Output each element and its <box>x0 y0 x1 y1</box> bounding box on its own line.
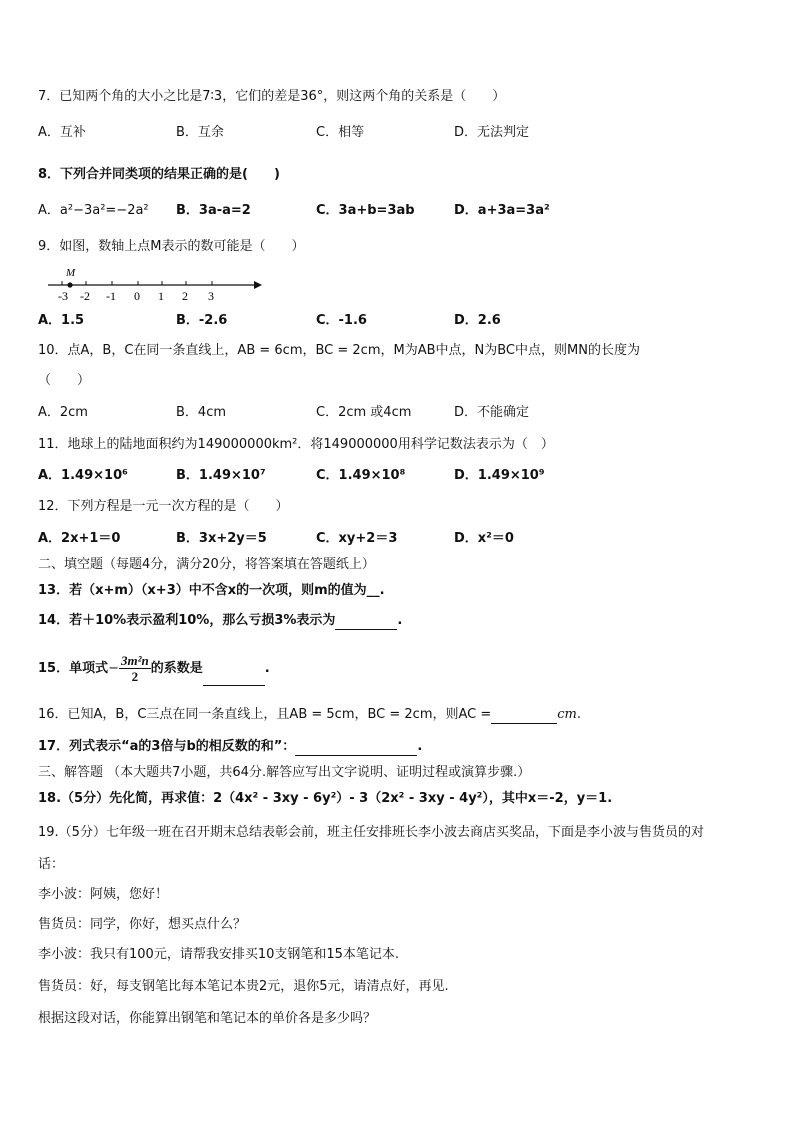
tick-label: 1 <box>158 289 164 303</box>
q15-sign: − <box>108 661 119 676</box>
tick-label: -3 <box>58 289 68 303</box>
q19-dialog-line: 售货员：同学，你好，想买点什么？ <box>38 917 247 932</box>
q10-stem: 10．点A，B，C在同一条直线上，AB = 6cm，BC = 2cm，M为AB中点，N为BC中点，则MN的长度为 <box>38 343 640 358</box>
q9-option-a: A．1.5 <box>38 313 85 328</box>
q14-text: 14．若＋10%表示盈利10%，那么亏损3%表示为 <box>38 613 336 628</box>
point-m-label: M <box>66 267 76 279</box>
tick-label: -2 <box>80 289 90 303</box>
q15-denominator: 2 <box>131 669 139 684</box>
q16-answer-blank <box>491 709 557 724</box>
point-m-dot <box>67 282 72 287</box>
q15-pre: 15．单项式 <box>38 661 109 676</box>
q12-option-a: A．2x+1＝0 <box>38 531 121 546</box>
q18-text: 18.（5分）先化简，再求值：2（4x² - 3xy - 6y²）- 3（2x² - 3xy - 4y²），其中x＝-2，y＝1. <box>38 791 613 806</box>
q10-option-b: B．4cm <box>176 405 227 420</box>
q8-stem: 8．下列合并同类项的结果正确的是( ) <box>38 167 280 182</box>
q11-option-d: D．1.49×10⁹ <box>454 468 545 483</box>
q10-stem-cont: （ ） <box>38 373 91 388</box>
tick-labels <box>58 289 214 303</box>
q17-end: . <box>417 739 423 754</box>
q7-option-c: C．相等 <box>316 125 365 140</box>
q15-post: 的系数是 <box>150 661 203 676</box>
q7-option-b: B．互余 <box>176 125 224 140</box>
q8-option-a: A．a²−3a²=−2a² <box>38 203 149 218</box>
q11-option-c: C．1.49×10⁸ <box>316 468 406 483</box>
q14-line <box>38 612 402 630</box>
q10-option-d: D．不能确定 <box>454 405 530 420</box>
q17-answer-blank <box>295 741 417 756</box>
q19-question: 根据这段对话，你能算出钢笔和笔记本的单价各是多少吗？ <box>38 1011 377 1026</box>
q19-dialog-line: 李小波：阿姨，您好！ <box>38 887 169 902</box>
q11-stem: 11．地球上的陆地面积约为149000000km²．将149000000用科学记数法表示为（ ） <box>38 437 554 452</box>
q10-option-a: A．2cm <box>38 405 88 420</box>
q7-option-d: D．无法判定 <box>454 125 530 140</box>
q14-end: . <box>397 613 403 628</box>
q17-text: 17．列式表示“a的3倍与b的相反数的和”： <box>38 739 296 754</box>
q11-option-b: B．1.49×10⁷ <box>176 468 266 483</box>
q19-stem-cont: 话： <box>38 857 65 872</box>
q9-option-b: B．-2.6 <box>176 313 228 328</box>
q8-option-c: C．3a+b=3ab <box>316 203 415 218</box>
section-3-heading: 三、解答题 （本大题共7小题，共64分.解答应写出文字说明、证明过程或演算步骤.） <box>38 765 531 780</box>
number-line-arrow <box>254 281 262 289</box>
q19-dialog-line: 李小波：我只有100元，请帮我安排买10支钢笔和15本笔记本. <box>38 947 400 962</box>
q12-option-b: B．3x+2y＝5 <box>176 531 267 546</box>
q16-line <box>38 706 581 724</box>
q7-stem: 7．已知两个角的大小之比是7∶3，它们的差是36°，则这两个角的关系是（ ） <box>38 89 506 104</box>
q9-option-c: C．-1.6 <box>316 313 367 328</box>
tick-label: 2 <box>182 289 188 303</box>
section-2-heading: 二、填空题（每题4分，满分20分，将答案填在答题纸上） <box>38 557 375 572</box>
q13-text: 13．若（x+m）（x+3）中不含x的一次项，则m的值为__. <box>38 583 385 598</box>
q8-option-b: B．3a-a=2 <box>176 203 251 218</box>
q16-text: 16．已知A，B，C三点在同一条直线上，且AB = 5cm，BC = 2cm，则AC = <box>38 707 492 722</box>
q10-option-c: C．2cm 或4cm <box>316 405 412 420</box>
q15-answer-blank <box>203 671 265 686</box>
q8-option-d: D．a+3a=3a² <box>454 203 550 218</box>
q15-end: . <box>264 661 270 676</box>
q16-end: . <box>576 707 582 722</box>
tick-label: -1 <box>106 289 116 303</box>
q12-option-d: D．x²＝0 <box>454 531 514 546</box>
q16-unit: cm <box>557 707 577 722</box>
q12-stem: 12．下列方程是一元一次方程的是（ ） <box>38 499 289 514</box>
q19-stem: 19.（5分）七年级一班在召开期末总结表彰会前，班主任安排班长李小波去商店买奖品，下面是李小波与售货员的对 <box>38 825 704 840</box>
q14-answer-blank <box>335 615 397 630</box>
tick-label: 3 <box>208 289 214 303</box>
number-line-figure <box>46 265 266 305</box>
q12-option-c: C．xy+2＝3 <box>316 531 398 546</box>
q7-option-a: A．互补 <box>38 125 86 140</box>
q19-dialog-line: 售货员：好，每支钢笔比每本笔记本贵2元，退你5元，请清点好，再见. <box>38 979 449 994</box>
q15-fraction <box>119 653 151 684</box>
q15-numerator: 3m²n <box>121 653 149 668</box>
q15-line <box>38 652 270 686</box>
tick-label: 0 <box>134 289 140 303</box>
q17-line <box>38 738 422 756</box>
q9-stem: 9．如图，数轴上点M表示的数可能是（ ） <box>38 239 305 254</box>
q11-option-a: A．1.49×10⁶ <box>38 468 128 483</box>
q9-option-d: D．2.6 <box>454 313 501 328</box>
